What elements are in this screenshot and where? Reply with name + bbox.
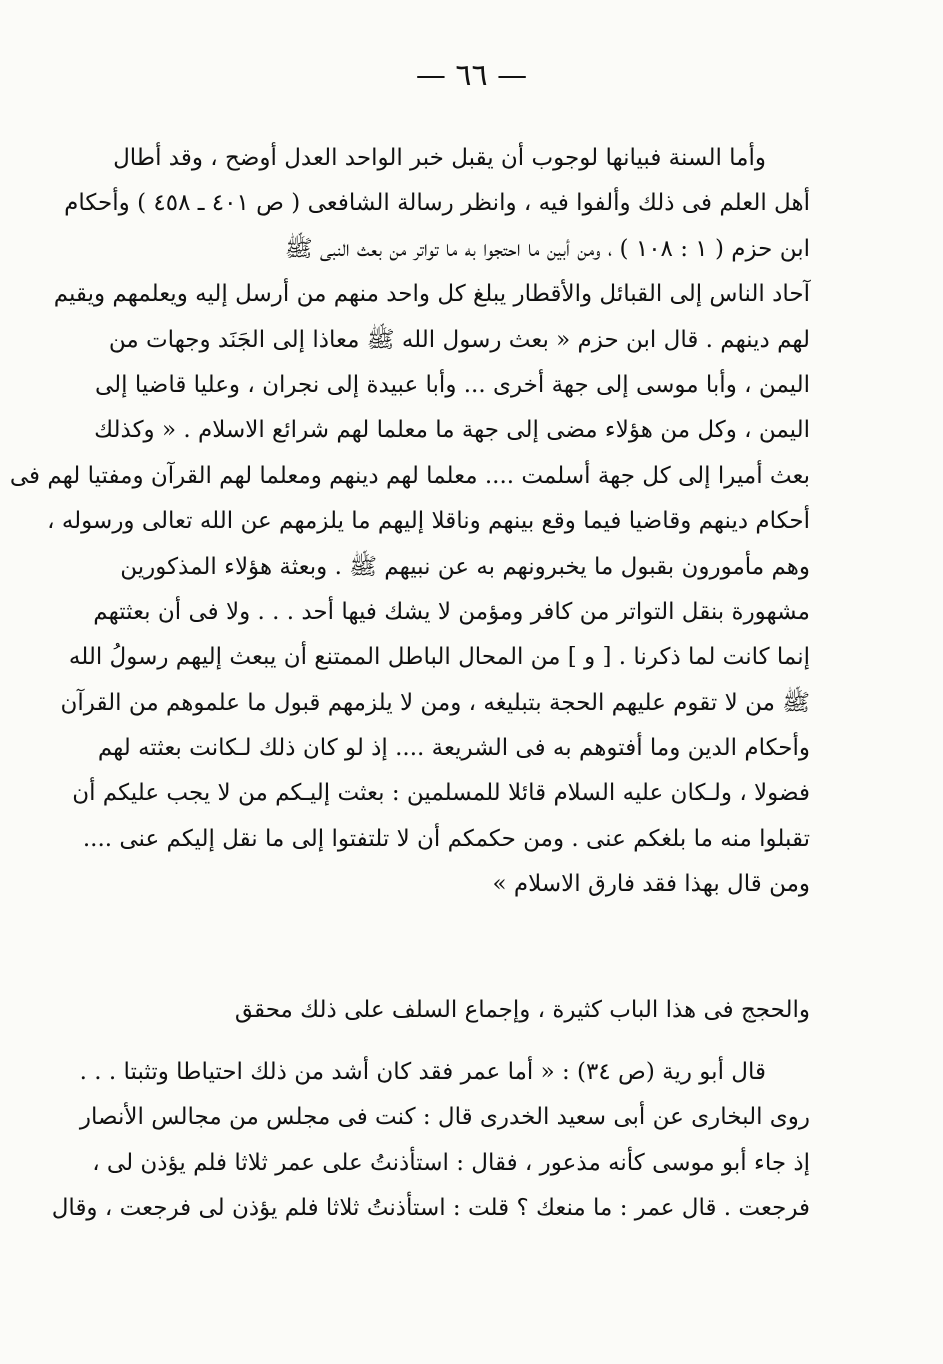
text-line: مشهورة بنقل التواتر من كافر ومؤمن لا يشك فيها أحد . . . ولا فى أن بعثتهم	[93, 598, 810, 625]
text-line: فضولا ، ولـكان عليه السلام قائلا للمسلمين : بعثت إليـكم من لا يجب عليكم أن	[72, 780, 810, 807]
text-line: وأما السنة فبيانها لوجوب أن يقبل خبر الواحد العدل أوضح ، وقد أطال	[113, 145, 766, 171]
paragraph-3	[51, 1050, 810, 1232]
text-line: آحاد الناس إلى القبائل والأقطار يبلغ كل واحد منهم من أرسل إليه ويعلمهم ويقيم	[53, 281, 810, 308]
text-line: ومن قال بهذا فقد فارق الاسلام »	[492, 871, 810, 898]
text-line: روى البخارى عن أبى سعيد الخدرى قال : كنت فى مجلس من مجالس الأنصار	[79, 1104, 810, 1131]
paragraph-2	[150, 988, 810, 1033]
text-line: اليمن ، وأبا موسى إلى جهة أخرى ... وأبا عبيدة إلى نجران ، وعليا قاضيا إلى	[94, 371, 810, 398]
text-line: تقبلوا منه ما بلغكم عنى . ومن حكمكم أن لا تلتفتوا إلى ما نقل إليكم عنى ....	[82, 825, 810, 852]
text-line: أحكام دينهم وقاضيا فيما وقع بينهم وناقلا إليهم ما يلزمهم عن الله تعالى ورسوله ،	[47, 508, 810, 535]
text-line: إنما كانت لما ذكرنا . [ و ] من المحال الباطل الممتنع أن يبعث إليهم رسولُ الله	[68, 644, 810, 671]
text-line: فرجعت . قال عمر : ما منعك ؟ قلت : استأذنتُ ثلاثا فلم يؤذن لى فرجعت ، وقال	[51, 1195, 810, 1222]
page-number: — ٦٦ —	[415, 58, 528, 93]
text-line: بعث أميرا إلى كل جهة أسلمت .... معلما لهم دينهم ومعلما لهم القرآن ومفتيا لهم فى	[9, 462, 810, 489]
text-line: لهم دينهم . قال ابن حزم « بعث رسول الله ﷺ معاذا إلى الجَنَد وجهات من	[108, 326, 810, 353]
text-line: والحجج فى هذا الباب كثيرة ، وإجماع السلف على ذلك محقق	[234, 997, 810, 1023]
text-line: قال أبو رية (ص ٣٤) : « أما عمر فقد كان أشد من ذلك احتياطا وتثبتا . . .	[79, 1059, 766, 1085]
text-line: اليمن ، وكل من هؤلاء مضى إلى جهة ما معلما لهم شرائع الاسلام . « وكذلك	[94, 417, 810, 444]
text-line: إذ جاء أبو موسى كأنه مذعور ، فقال : استأذنتُ على عمر ثلاثا فلم يؤذن لى ،	[92, 1149, 810, 1176]
text-line: ابن حزم ( ١ : ١٠٨ ) ، ومن أبين ما احتجوا به ما تواتر من بعث النبى ﷺ	[284, 235, 810, 262]
paragraph-1	[9, 136, 810, 908]
text-line: وأحكام الدين وما أفتوهم به فى الشريعة .... إذ لو كان ذلك لـكانت بعثته لهم	[97, 735, 810, 762]
text-line: أهل العلم فى ذلك وألفوا فيه ، وانظر رسالة الشافعى ( ص ٤٠١ ـ ٤٥٨ ) وأحكام	[64, 190, 810, 217]
text-line: وهم مأمورون بقبول ما يخبرونهم به عن نبيهم ﷺ . وبعثة هؤلاء المذكورين	[120, 553, 810, 580]
text-line: ﷺ من لا تقوم عليهم الحجة بتبليغه ، ومن لا يلزمهم قبول ما علموهم من القرآن	[60, 689, 810, 716]
